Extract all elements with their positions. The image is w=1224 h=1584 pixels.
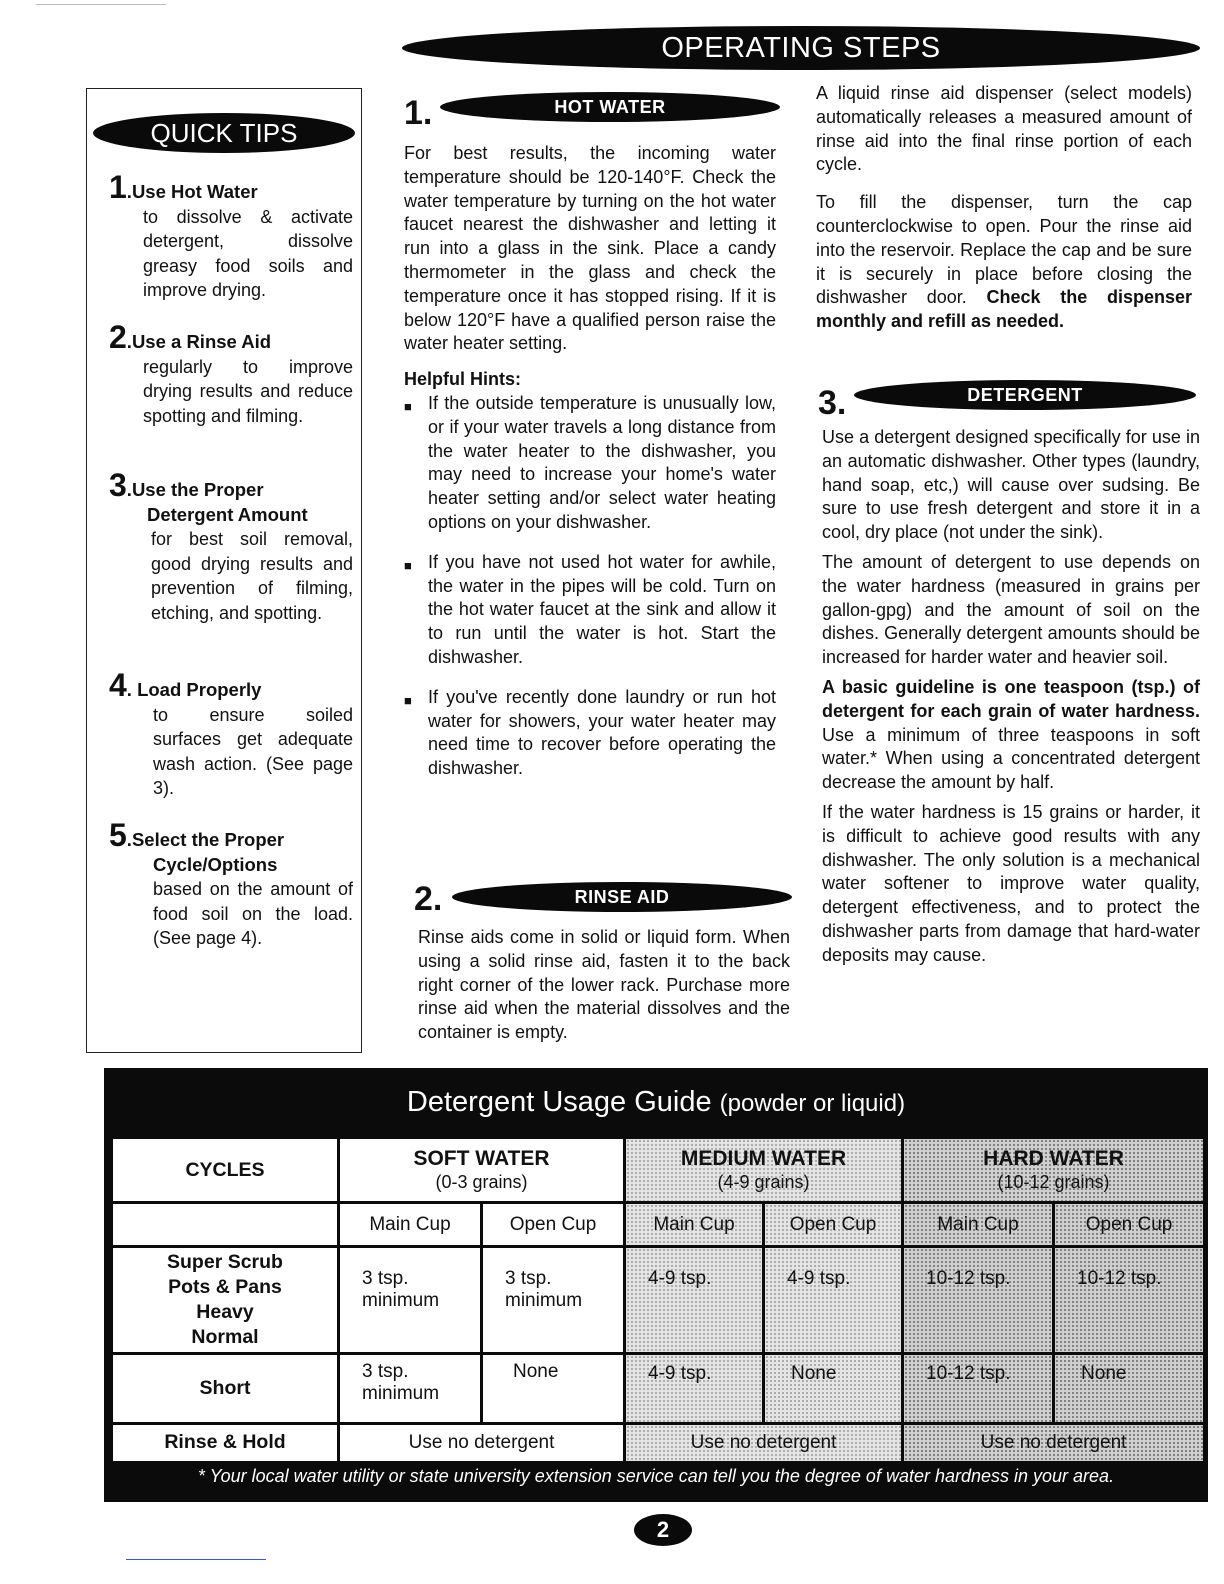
top-rule [36, 4, 166, 5]
tip-title: Load Properly [137, 679, 262, 700]
rinse-aid-heading [414, 874, 792, 916]
tip-title: Select the Proper [131, 829, 285, 850]
hot-water-label: HOT WATER [440, 92, 780, 122]
hot-water-intro: For best results, the incoming water temperature should be 120-140°F. Check the water temperature by turning on the hot water faucet nearest the dishwasher and letting it run into a glass in the sink. Place a candy thermometer in the glass and check the temperature once it has stopped rising. If it is below 120°F have a qualified person raise the water heater setting. [404, 143, 776, 354]
hint-item: ■ If the outside temperature is unusually low, or if your water travels a long distance from the water heater to the dishwasher, you may need to increase your home's water heater setting and/or select water heating options on your dishwasher. [404, 392, 776, 535]
table-cell: 10-12 tsp. [904, 1355, 1052, 1421]
detergent-usage-guide [104, 1068, 1208, 1502]
cycle-label: Short [113, 1355, 337, 1421]
rinse-aid-label: RINSE AID [452, 882, 792, 912]
tip-title: Use the Proper [131, 479, 264, 500]
quick-tips-title: QUICK TIPS [93, 113, 355, 153]
detergent-label: DETERGENT [854, 380, 1196, 410]
table-row [113, 1248, 1203, 1353]
table-cell: Use no detergent [626, 1425, 901, 1461]
table-row [113, 1204, 1203, 1244]
soft-water-header: SOFT WATER (0-3 grains) [340, 1139, 623, 1201]
main-cup-header: Main Cup [904, 1204, 1052, 1244]
open-cup-header: Open Cup [483, 1204, 623, 1244]
section-number: 3. [818, 384, 847, 422]
hint-item: ■ If you've recently done laundry or run hot water for showers, your water heater may need time to recover before operating the dishwasher. [404, 686, 776, 781]
table-cell: 10-12 tsp. [1055, 1248, 1203, 1353]
hot-water-heading [404, 88, 780, 130]
cycle-label: Super Scrub Pots & Pans Heavy Normal [113, 1248, 337, 1353]
table-cell: 4-9 tsp. [626, 1248, 762, 1353]
square-bullet-icon: ■ [404, 692, 412, 708]
tip-number: 5 [109, 817, 127, 853]
tip-title-line-2: Detergent Amount [147, 503, 308, 525]
tip-1: 1.Use Hot Water to dissolve & activate detergent, dissolve greasy food soils and improve drying. [109, 175, 359, 303]
quick-tips-box [86, 88, 362, 1053]
square-bullet-icon: ■ [404, 398, 412, 414]
tip-body: based on the amount of food soil on the load. (See page 4). [153, 879, 353, 948]
table-row [113, 1355, 1203, 1421]
rinse-aid-dispenser-text: A liquid rinse aid dispenser (select models) automatically releases a measured amount of rinse aid into the final rinse portion of each cycle. To fill the dispenser, turn the cap counterclockwise to open. Pour the rinse aid into the reservoir. Replace the cap and be sure it is securely in place before closing the dishwasher door. Check the dispenser monthly and refill as needed. [816, 83, 1192, 332]
page-number: 2 [634, 1514, 692, 1546]
table-cell: Use no detergent [904, 1425, 1203, 1461]
table-cell: 4-9 tsp. [765, 1248, 901, 1353]
open-cup-header: Open Cup [765, 1204, 901, 1244]
detergent-heading [818, 378, 1196, 420]
tip-title-line-2: Cycle/Options [153, 853, 278, 875]
helpful-hints-title: Helpful Hints: [404, 369, 521, 390]
table-row [113, 1425, 1203, 1461]
tip-body: to ensure soiled surfaces get adequate wash action. (See page 3). [153, 704, 353, 798]
tip-body: regularly to improve drying results and reduce spotting and filming. [143, 356, 353, 426]
tip-body: to dissolve & activate detergent, dissolve greasy food soils and improve drying. [143, 206, 353, 300]
medium-water-header: MEDIUM WATER (4-9 grains) [626, 1139, 901, 1201]
section-number: 2. [414, 880, 443, 918]
bottom-rule [126, 1559, 266, 1560]
cycle-label: Rinse & Hold [113, 1425, 337, 1461]
detergent-table [110, 1136, 1206, 1464]
tip-number: 4 [109, 667, 127, 703]
hint-item: ■ If you have not used hot water for awhile, the water in the pipes will be cold. Turn on the hot water faucet at the sink and allow it to run until the water is hot. Start the dishwasher. [404, 551, 776, 670]
table-cell: 3 tsp. minimum [483, 1248, 623, 1353]
hard-water-header: HARD WATER (10-12 grains) [904, 1139, 1203, 1201]
tip-number: 2 [109, 319, 127, 355]
table-cell: None [765, 1355, 901, 1421]
tip-2: 2.Use a Rinse Aid regularly to improve drying results and reduce spotting and filming. [109, 325, 359, 428]
guide-title: Detergent Usage Guide (powder or liquid) [406, 1086, 906, 1118]
main-cup-header: Main Cup [340, 1204, 480, 1244]
page-title: OPERATING STEPS [402, 26, 1200, 70]
main-cup-header: Main Cup [626, 1204, 762, 1244]
table-cell: None [1055, 1355, 1203, 1421]
tip-3: 3.Use the Proper Detergent Amount for best soil removal, good drying results and prevention of filming, etching, and spotting. [109, 473, 359, 625]
footnote: * Your local water utility or state university extension service can tell you the degree of water hardness in your area. [197, 1466, 1115, 1486]
tip-body: for best soil removal, good drying results and prevention of filming, etching, and spotting. [151, 529, 353, 623]
tip-5: 5.Select the Proper Cycle/Options based on the amount of food soil on the load. (See page 4). [109, 823, 359, 951]
detergent-section: Use a detergent designed specifically for use in an automatic dishwasher. Other types (laundry, hand soap, etc,) will cause over sudsing. Be sure to use fresh detergent and store it in a cool, dry place (not under the sink). The amount of detergent to use depends on the water hardness (measured in grains per gallon-gpg) and the amount of soil on the dishes. Generally detergent amounts should be increased for harder water and heavier soil. A basic guideline is one teaspoon (tsp.) of detergent for each grain of water hardness. Use a minimum of three teaspoons in soft water.* When using a concentrated detergent decrease the amount by half. If the water hardness is 15 grains or harder, it is difficult to achieve good results with any dishwasher. The only solution is a mechanical water softener to improve water quality, detergent effectiveness, and to protect the dishwasher parts from damage that hard-water deposits may cause. [822, 427, 1200, 965]
tip-number: 3 [109, 467, 127, 503]
section-number: 1. [404, 94, 433, 132]
table-cell: 3 tsp. minimum [340, 1248, 480, 1353]
table-cell: 3 tsp. minimum [340, 1355, 480, 1421]
tip-number: 1 [109, 169, 127, 205]
table-header-row [113, 1139, 1203, 1201]
rinse-aid-body: Rinse aids come in solid or liquid form. When using a solid rinse aid, fasten it to the back right corner of the lower rack. Purchase more rinse aid when the material dissolves and the container is empty. [418, 927, 790, 1043]
table-cell: 4-9 tsp. [626, 1355, 762, 1421]
square-bullet-icon: ■ [404, 557, 412, 573]
tip-title: Use Hot Water [131, 181, 258, 202]
table-cell: None [483, 1355, 623, 1421]
cycles-header: CYCLES [113, 1139, 337, 1201]
table-cell: Use no detergent [340, 1425, 623, 1461]
open-cup-header: Open Cup [1055, 1204, 1203, 1244]
tip-title: Use a Rinse Aid [131, 331, 272, 352]
tip-4: 4. Load Properly to ensure soiled surfaces get adequate wash action. (See page 3). [109, 673, 359, 801]
hot-water-section [404, 142, 776, 781]
table-cell: 10-12 tsp. [904, 1248, 1052, 1353]
